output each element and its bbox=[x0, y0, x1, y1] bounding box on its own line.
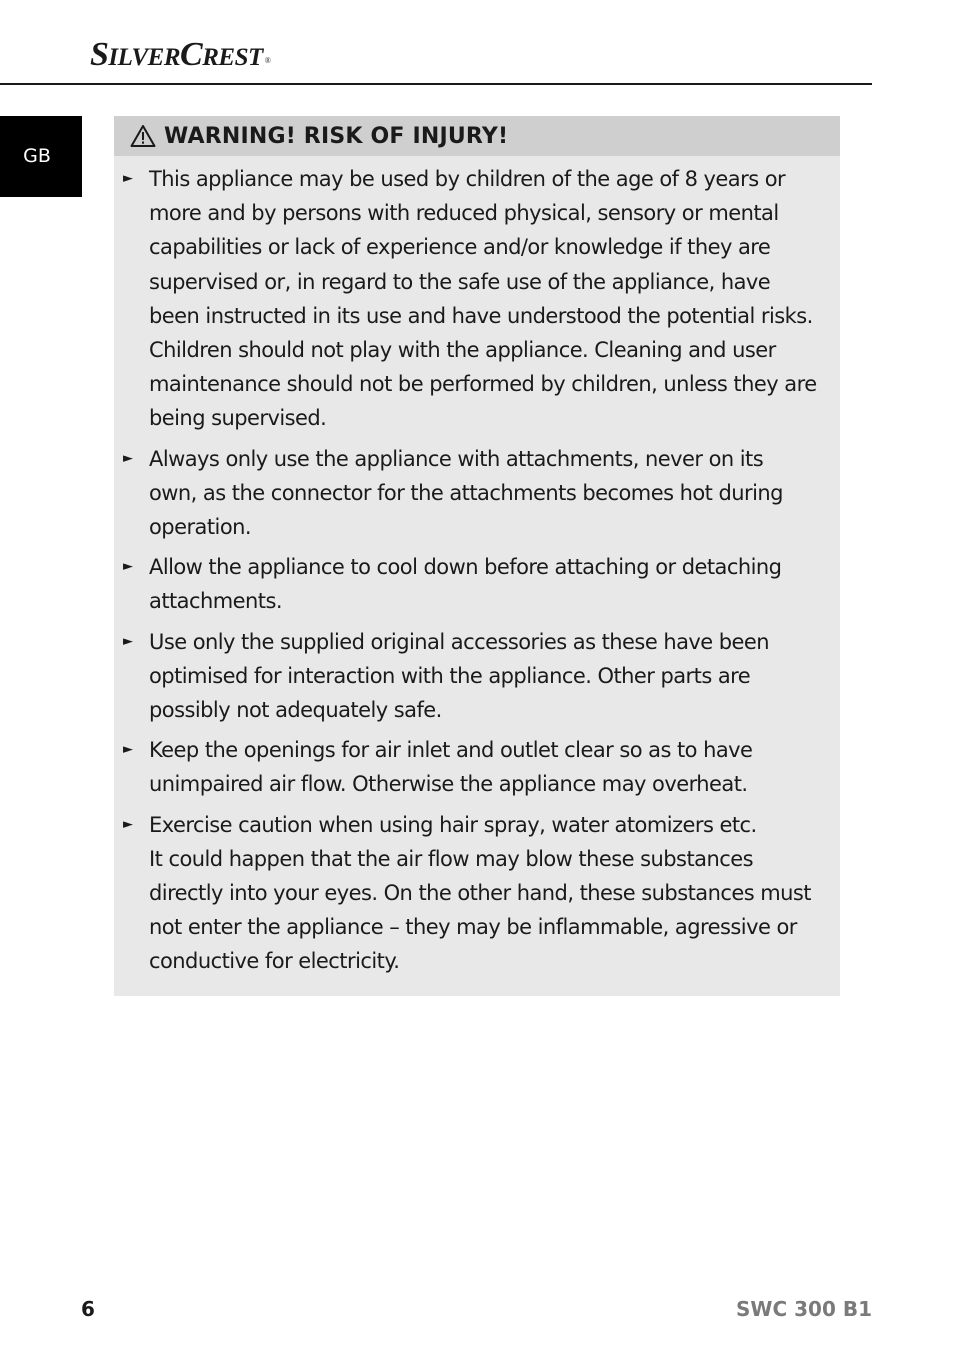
list-item-text: It could happen that the air flow may blow these substances bbox=[149, 846, 753, 871]
list-item-text: Keep the openings for air inlet and outlet clear so as to have bbox=[149, 738, 753, 763]
bullet-arrow-icon: ► bbox=[123, 633, 133, 649]
registered-mark: ® bbox=[264, 56, 271, 65]
language-tab: GB bbox=[0, 116, 82, 197]
list-item-text: own, as the connector for the attachments becomes hot during bbox=[149, 480, 783, 505]
list-item-text: been instructed in its use and have understood the potential risks. bbox=[149, 303, 813, 328]
list-item-text: being supervised. bbox=[149, 406, 327, 431]
header-divider bbox=[0, 83, 872, 85]
list-item-text: supervised or, in regard to the safe use of the appliance, have bbox=[149, 269, 771, 294]
brand-letter-c: C bbox=[180, 36, 203, 73]
list-item-text: capabilities or lack of experience and/or knowledge if they are bbox=[149, 235, 771, 260]
list-item bbox=[114, 733, 840, 801]
warning-box bbox=[114, 116, 840, 996]
list-item-text: possibly not adequately safe. bbox=[149, 698, 442, 723]
list-item bbox=[114, 162, 840, 436]
list-item-text: optimised for interaction with the appliance. Other parts are bbox=[149, 663, 751, 688]
bullet-arrow-icon: ► bbox=[123, 816, 133, 832]
list-item-text: Exercise caution when using hair spray, water atomizers etc. bbox=[149, 812, 757, 837]
list-item-text: conductive for electricity. bbox=[149, 949, 400, 974]
list-item-text: Use only the supplied original accessories as these have been bbox=[149, 629, 770, 654]
warning-title: WARNING! RISK OF INJURY! bbox=[164, 123, 509, 149]
bullet-arrow-icon: ► bbox=[123, 171, 133, 186]
page-number: 6 bbox=[81, 1297, 95, 1321]
list-item-text: Always only use the appliance with attachments, never on its bbox=[149, 446, 764, 471]
brand-letters-rest: REST bbox=[202, 44, 263, 71]
list-item-text: unimpaired air flow. Otherwise the appliance may overheat. bbox=[149, 772, 748, 797]
brand-logo bbox=[90, 38, 270, 75]
list-item bbox=[114, 442, 840, 545]
list-item bbox=[114, 625, 840, 728]
list-item-text: operation. bbox=[149, 515, 252, 540]
bullet-arrow-icon: ► bbox=[123, 450, 133, 466]
brand-letters-ilver: ILVER bbox=[108, 44, 181, 71]
list-item bbox=[114, 550, 840, 618]
warning-header bbox=[114, 116, 840, 156]
warning-triangle-icon bbox=[130, 124, 156, 148]
warning-list bbox=[114, 156, 840, 979]
list-item-text: Children should not play with the appliance. Cleaning and user bbox=[149, 338, 776, 363]
list-item-text: more and by persons with reduced physical, sensory or mental bbox=[149, 201, 779, 226]
list-item-text: not enter the appliance – they may be inflammable, agressive or bbox=[149, 915, 797, 940]
list-item-text: directly into your eyes. On the other hand, these substances must bbox=[149, 881, 811, 906]
brand-letter-s: S bbox=[90, 36, 109, 73]
list-item-text: attachments. bbox=[149, 589, 282, 614]
list-item bbox=[114, 808, 840, 979]
bullet-arrow-icon: ► bbox=[123, 742, 133, 758]
bullet-arrow-icon: ► bbox=[123, 559, 133, 575]
list-item-text: maintenance should not be performed by children, unless they are bbox=[149, 372, 817, 397]
list-item-text: This appliance may be used by children of the age of 8 years or bbox=[149, 167, 786, 191]
model-number: SWC 300 B1 bbox=[736, 1297, 872, 1321]
list-item-text: Allow the appliance to cool down before attaching or detaching bbox=[149, 555, 782, 580]
